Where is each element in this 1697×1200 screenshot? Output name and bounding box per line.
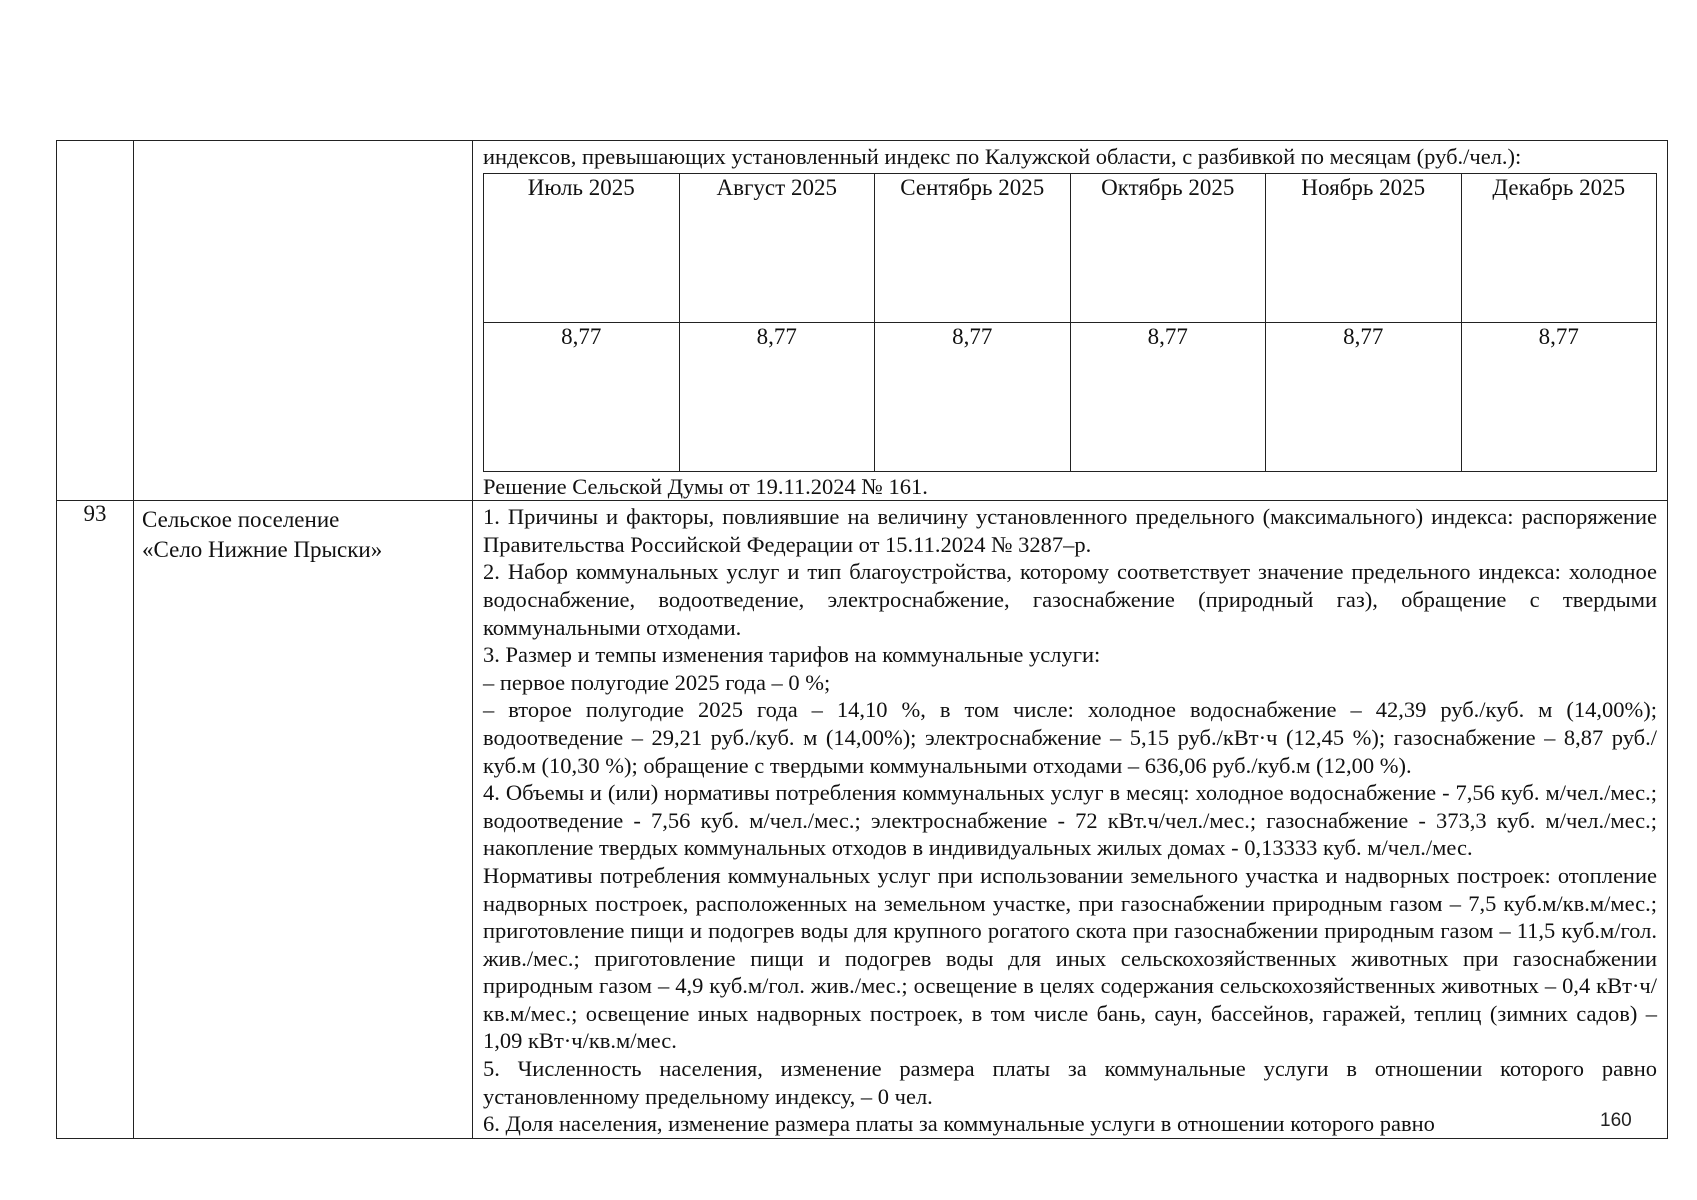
value-cell: 8,77 (875, 322, 1071, 471)
row-number-cell (57, 141, 134, 501)
paragraph: Нормативы потребления коммунальных услуг при использовании земельного участка и надворных построек: отопление надворных построек, расположенных на земельном участке, при газоснабжении природным газом – 7,5 куб.м/кв.м/мес.; приготовление пищи и подогрев воды для крупного рогатого скота при газоснабжении природным газом – 11,5 куб.м/гол. жив./мес.; приготовление пищи и подогрев воды для иных сельскохозяйственных животных при газоснабжении природным газом – 4,9 куб.м/гол. жив./мес.; освещение в целях содержания сельскохозяйственных животных – 0,4 кВт·ч/кв.м/мес.; освещение иных надворных построек, в том числе бань, саун, бассейнов, гаражей, теплиц (зимних садов) – 1,09 кВт·ч/кв.м/мес. (483, 862, 1657, 1054)
paragraph: 3. Размер и темпы изменения тарифов на коммунальные услуги: (483, 642, 1101, 668)
row-number-cell: 93 (57, 501, 134, 1139)
paragraph: 4. Объемы и (или) нормативы потребления коммунальных услуг в месяц: холодное водоснабжение - 7,56 куб. м/чел./мес.; водоотведение - 7,56 куб. м/чел./мес.; электроснабжение - 72 кВт.ч/чел./мес.; газоснабжение - 373,3 куб. м/чел./мес.; накопление твердых коммунальных отходов в индивидуальных жилых домах - 0,13333 куб. м/чел./мес. (483, 780, 1657, 861)
paragraph: 2. Набор коммунальных услуг и тип благоустройства, которому соответствует значение предельного индекса: холодное водоснабжение, водоотведение, электроснабжение, газоснабжение (природный газ), обращение с твердыми коммунальными отходами. (483, 559, 1657, 640)
monthly-index-table (483, 173, 1657, 472)
table-row (57, 501, 1668, 1139)
row-content-cell (473, 501, 1668, 1139)
paragraph: 6. Доля населения, изменение размера платы за коммунальные услуги в отношении которого равно (483, 1111, 1435, 1137)
decision-text: Решение Сельской Думы от 19.11.2024 № 161. (483, 473, 928, 499)
value-cell: 8,77 (1461, 322, 1657, 471)
month-cell: Июль 2025 (484, 173, 680, 322)
month-cell: Сентябрь 2025 (875, 173, 1071, 322)
row-content-cell (473, 141, 1668, 501)
paragraph: индексов, превышающих установленный индекс по Калужской области, с разбивкой по месяцам (руб./чел.): (483, 144, 1522, 169)
paragraph: – второе полугодие 2025 года – 14,10 %, в том числе: холодное водоснабжение – 42,39 руб./куб. м (14,00%); водоотведение – 29,21 руб./куб. м (14,00%); электроснабжение – 5,15 руб./кВт·ч (12,45 %); газоснабжение – 8,87 руб./куб.м (10,30 %); обращение с твердыми коммунальными отходами – 636,06 руб./куб.м (12,00 %). (483, 697, 1657, 778)
months-values-row (484, 322, 1657, 471)
page-number: 160 (1600, 1110, 1632, 1131)
paragraph: – первое полугодие 2025 года – 0 %; (483, 669, 831, 695)
settlement-name-line: Сельское поселение (142, 507, 340, 533)
index-table (56, 140, 1668, 1139)
month-cell: Август 2025 (679, 173, 875, 322)
month-cell: Декабрь 2025 (1461, 173, 1657, 322)
month-cell: Октябрь 2025 (1070, 173, 1266, 322)
month-cell: Ноябрь 2025 (1266, 173, 1462, 322)
paragraph: 5. Численность населения, изменение размера платы за коммунальные услуги в отношении которого равно установленному предельному индексу, – 0 чел. (483, 1056, 1657, 1109)
paragraph: 1. Причины и факторы, повлиявшие на величину установленного предельного (максимального) индекса: распоряжение Правительства Российской Федерации от 15.11.2024 № 3287–р. (483, 504, 1657, 557)
settlement-name-cell (134, 141, 473, 501)
settlement-name-cell (134, 501, 473, 1139)
value-cell: 8,77 (1266, 322, 1462, 471)
value-cell: 8,77 (484, 322, 680, 471)
value-cell: 8,77 (1070, 322, 1266, 471)
months-header-row (484, 173, 1657, 322)
value-cell: 8,77 (679, 322, 875, 471)
settlement-name-line: «Село Нижние Прыски» (142, 537, 383, 563)
table-row (57, 141, 1668, 501)
